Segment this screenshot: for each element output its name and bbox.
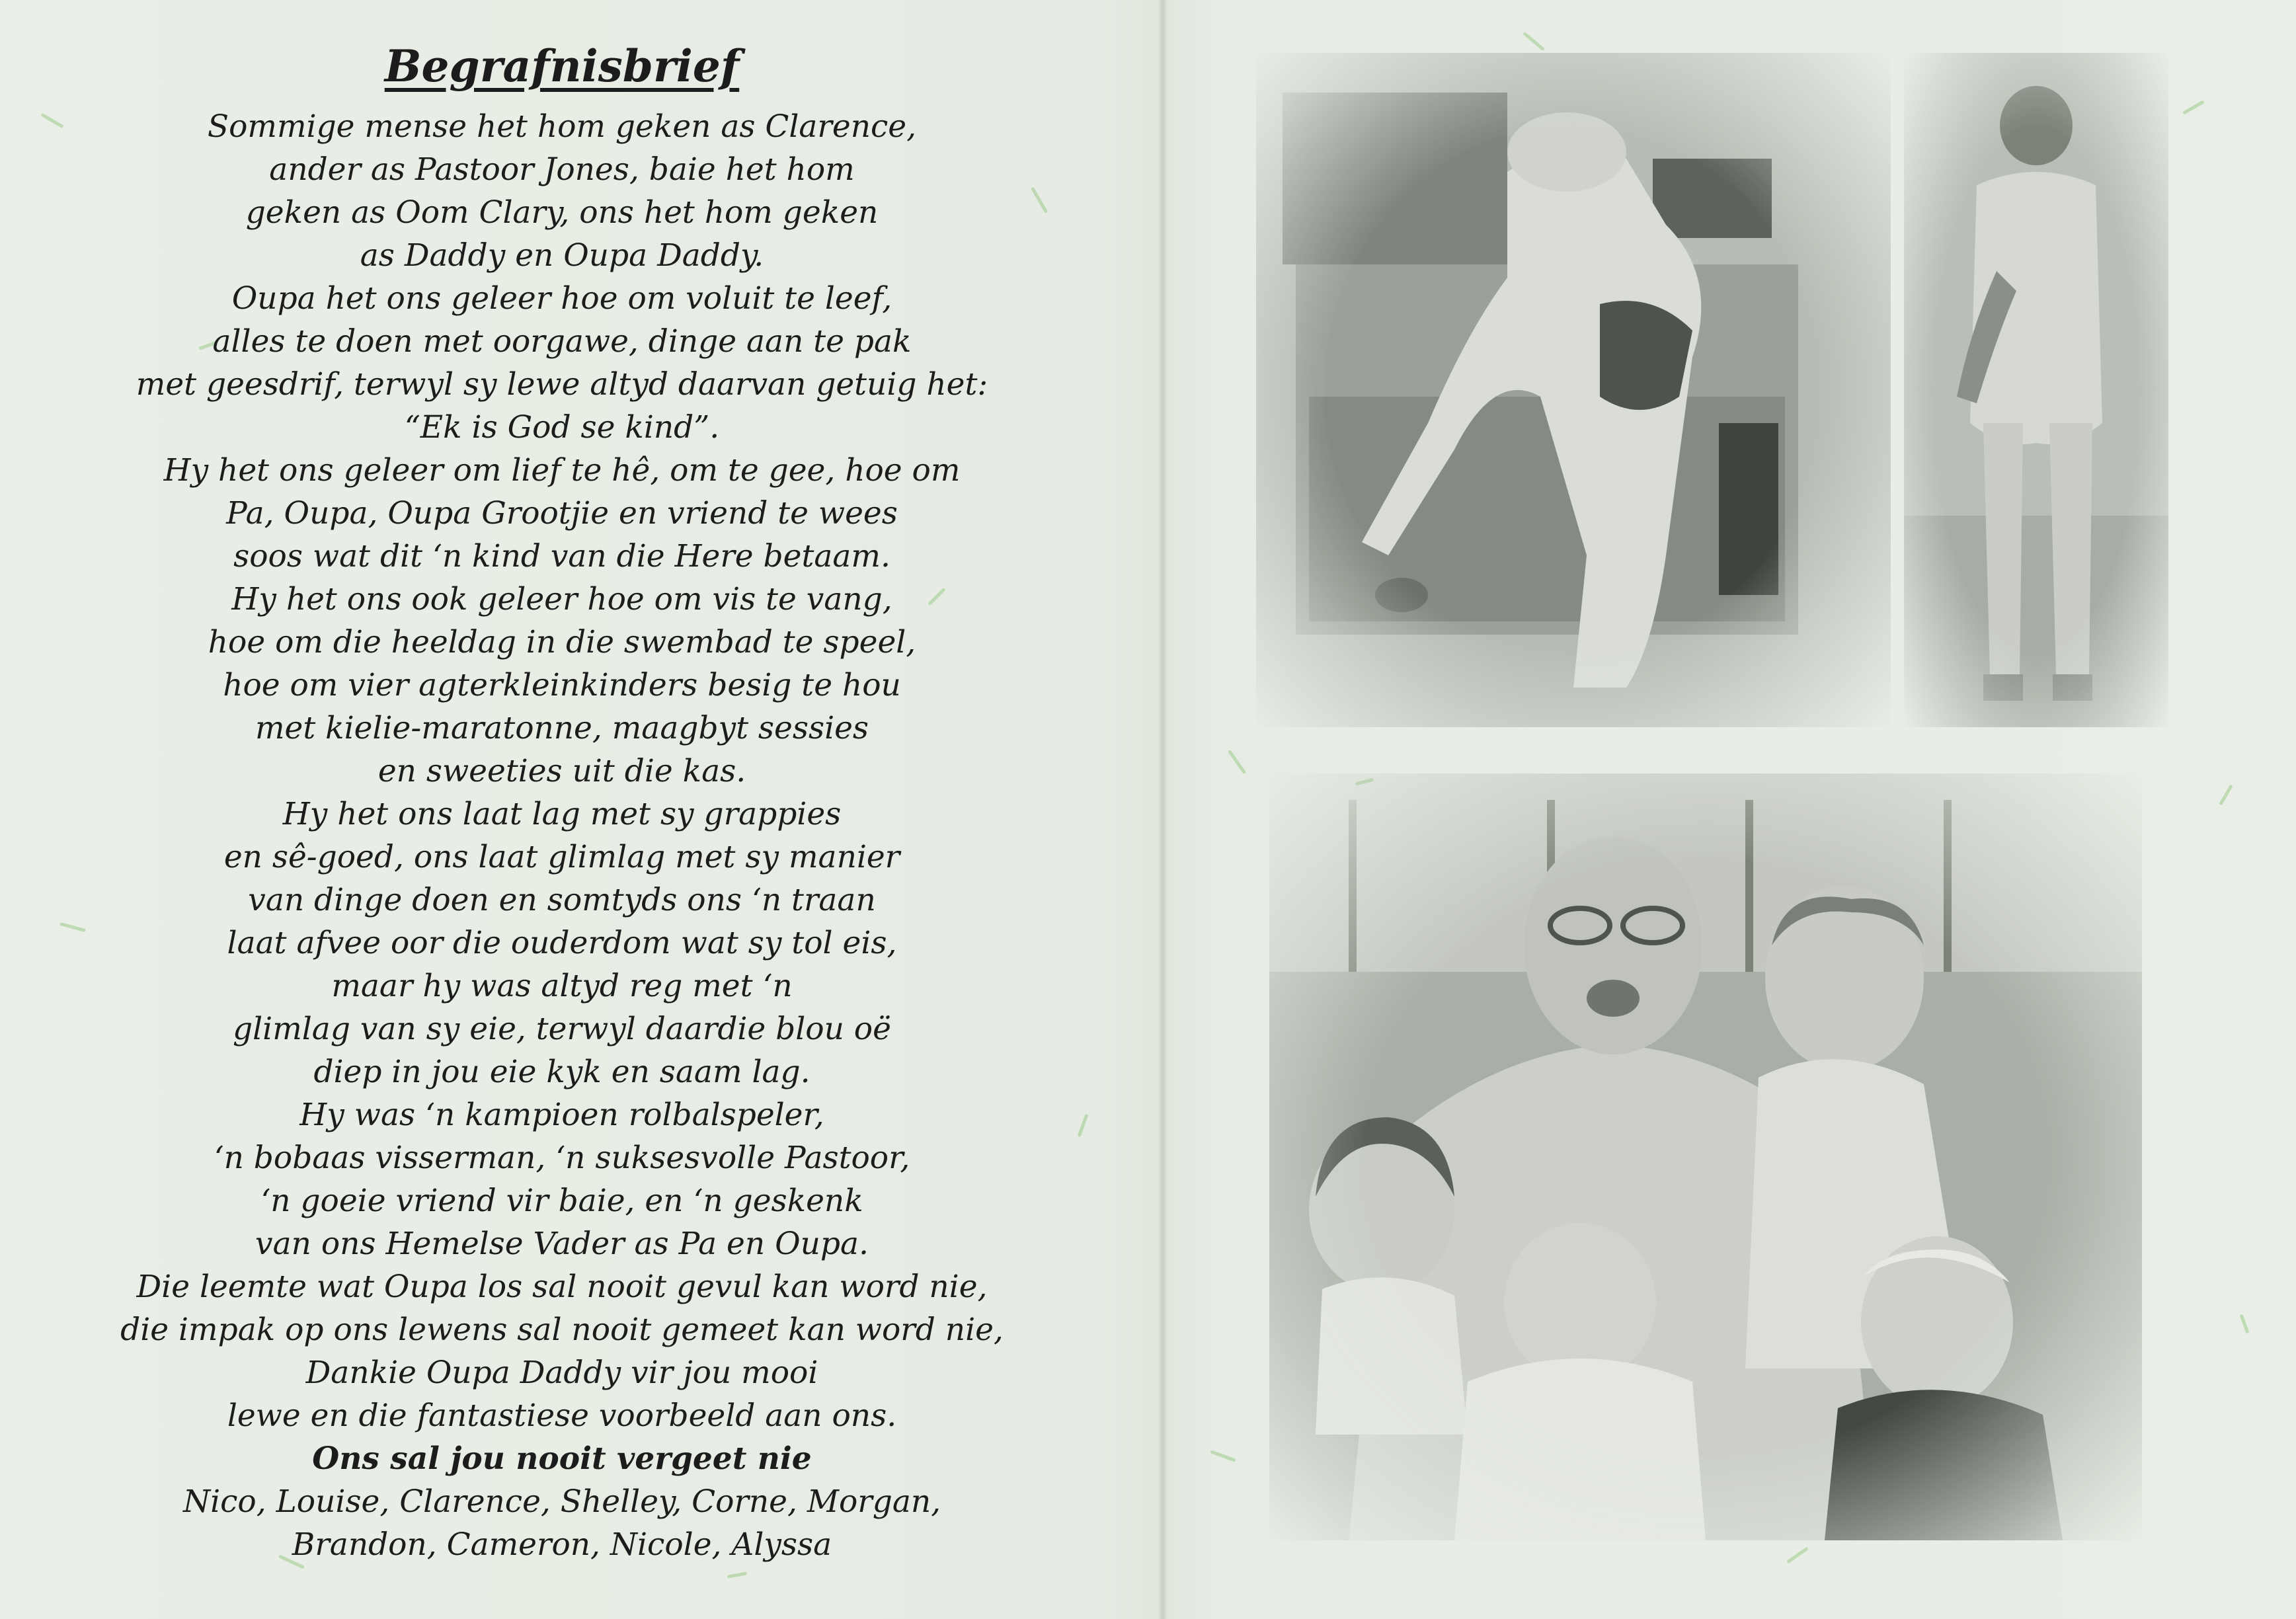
bowling-photo bbox=[1256, 53, 1891, 727]
signature-line: Nico, Louise, Clarence, Shelley, Corne, Morgan, bbox=[182, 1483, 941, 1520]
poem-line: die impak op ons lewens sal nooit gemeet kan word nie, bbox=[120, 1312, 1004, 1348]
standing-figure-photo bbox=[1904, 53, 2168, 727]
poem-line: soos wat dit ‘n kind van die Here betaam. bbox=[233, 538, 891, 574]
poem-line: Sommige mense het hom geken as Clarence, bbox=[207, 108, 917, 145]
poem-line: hoe om die heeldag in die swembad te speel, bbox=[208, 624, 916, 660]
poem-line: Hy het ons geleer om lief te hê, om te gee, hoe om bbox=[163, 452, 961, 489]
poem-line: glimlag van sy eie, terwyl daardie blou oë bbox=[233, 1011, 891, 1047]
poem-line: Pa, Oupa, Oupa Grootjie en vriend te wees bbox=[226, 495, 898, 532]
poem-line: lewe en die fantastiese voorbeeld aan ons. bbox=[227, 1398, 897, 1434]
poem-line: Dankie Oupa Daddy vir jou mooi bbox=[305, 1355, 818, 1391]
poem-line: Oupa het ons geleer hoe om voluit te leef, bbox=[231, 280, 892, 317]
center-fold bbox=[1158, 0, 1168, 1619]
poem-line: geken as Oom Clary, ons het hom geken bbox=[245, 194, 879, 231]
poem-line: met geesdrif, terwyl sy lewe altyd daarvan getuig het: bbox=[136, 366, 988, 403]
family-photo bbox=[1269, 773, 2142, 1540]
poem-line: van dinge doen en somtyds ons ‘n traan bbox=[248, 882, 876, 918]
signature-line: Brandon, Cameron, Nicole, Alyssa bbox=[292, 1526, 832, 1563]
poem-line: Hy het ons laat lag met sy grappies bbox=[282, 796, 842, 832]
poem-line: ‘n goeie vriend vir baie, en ‘n geskenk bbox=[260, 1183, 863, 1219]
poem-line: “Ek is God se kind”. bbox=[404, 409, 720, 446]
poem-body bbox=[26, 105, 1097, 1437]
poem-line: en sweeties uit die kas. bbox=[377, 753, 746, 789]
poem-line: as Daddy en Oupa Daddy. bbox=[360, 237, 764, 274]
poem-line: hoe om vier agterkleinkinders besig te hou bbox=[223, 667, 901, 703]
poem-line: laat afvee oor die ouderdom wat sy tol eis, bbox=[227, 925, 897, 961]
poem-line: Die leemte wat Oupa los sal nooit gevul kan word nie, bbox=[136, 1269, 988, 1305]
poem-line: Hy het ons ook geleer hoe om vis te vang, bbox=[231, 581, 892, 617]
poem-line: Hy was ‘n kampioen rolbalspeler, bbox=[299, 1097, 824, 1133]
poem-line: alles te doen met oorgawe, dinge aan te pak bbox=[212, 323, 912, 360]
closing-line: Ons sal jou nooit vergeet nie bbox=[312, 1441, 812, 1477]
poem-line: ‘n bobaas visserman, ‘n suksesvolle Pastoor, bbox=[214, 1140, 910, 1176]
poem-line: ander as Pastoor Jones, baie het hom bbox=[269, 151, 855, 188]
poem-line: en sê-goed, ons laat glimlag met sy manier bbox=[223, 839, 900, 875]
page-title: Begrafnisbrief bbox=[384, 40, 740, 92]
poem-line: diep in jou eie kyk en saam lag. bbox=[313, 1054, 811, 1090]
poem-line: met kielie-maratonne, maagbyt sessies bbox=[255, 710, 869, 746]
left-page-text bbox=[26, 36, 1097, 1566]
poem-line: maar hy was altyd reg met ‘n bbox=[331, 968, 793, 1004]
poem-line: van ons Hemelse Vader as Pa en Oupa. bbox=[255, 1226, 869, 1262]
